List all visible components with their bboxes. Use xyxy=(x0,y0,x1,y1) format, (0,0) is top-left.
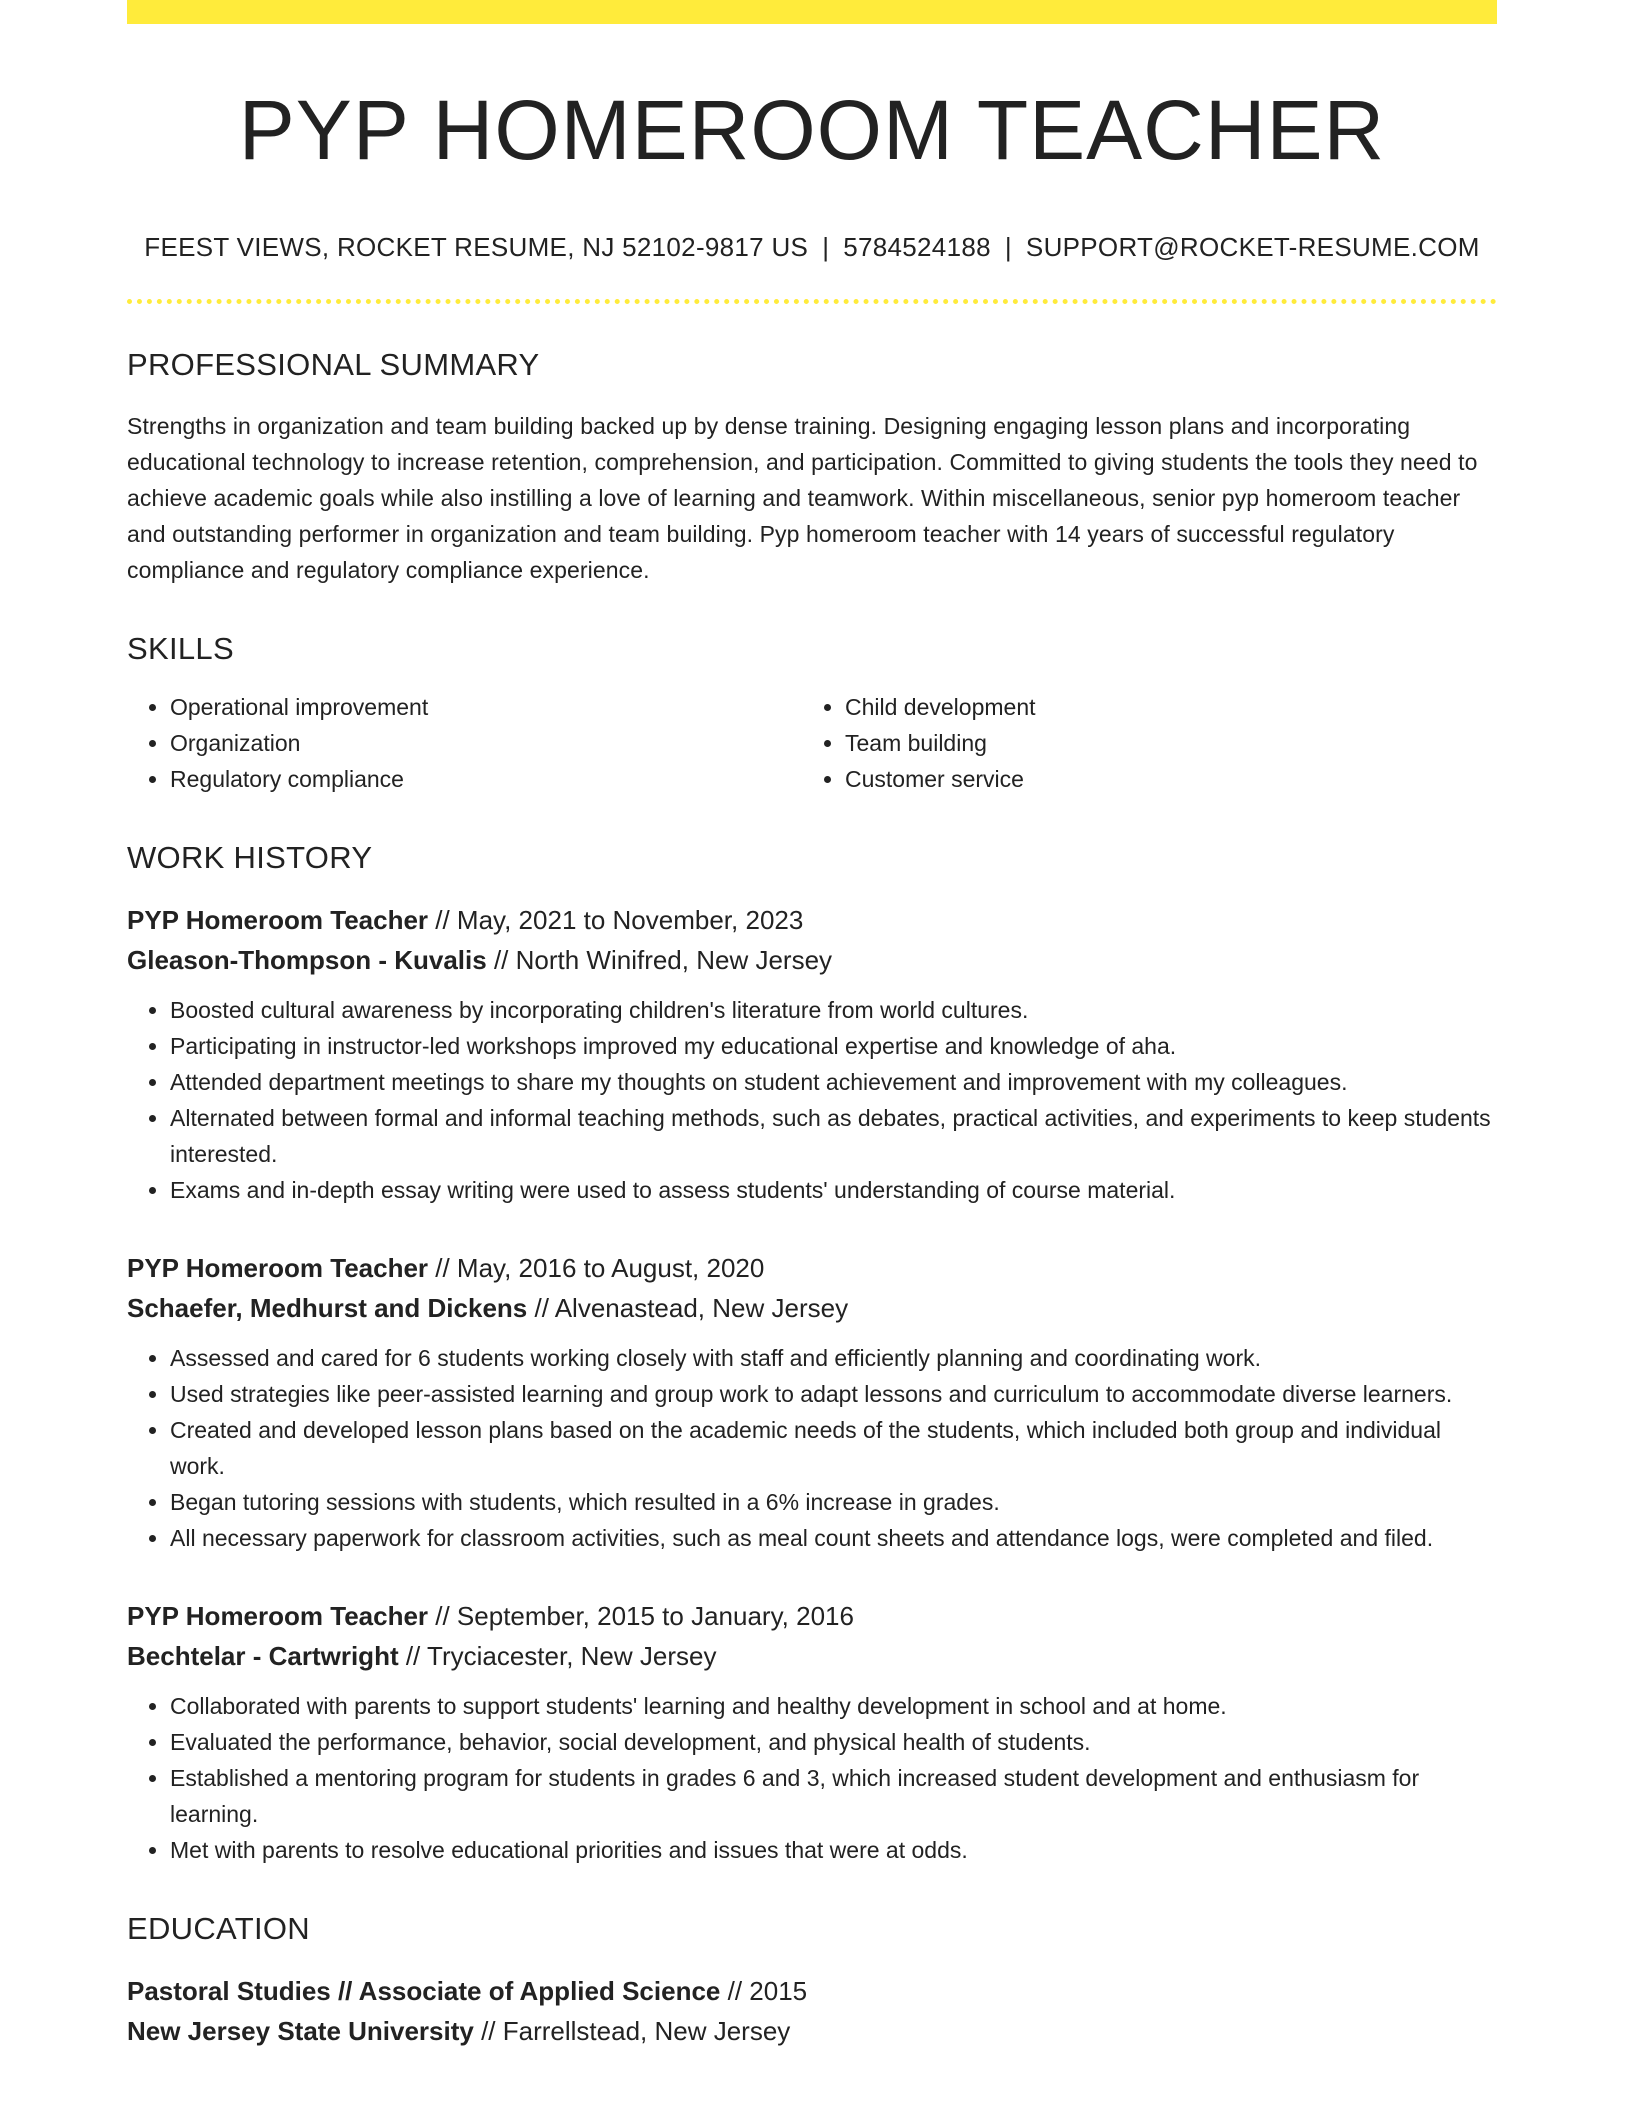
skills-column-left xyxy=(127,689,802,797)
job-entry xyxy=(127,900,1497,1208)
job-bullet: • Met with parents to resolve educational priorities and issues that were at odds. xyxy=(170,1832,1497,1868)
job-company-line xyxy=(127,1288,1497,1328)
job-title-line xyxy=(127,1248,1497,1288)
job-bullet: • Evaluated the performance, behavior, social development, and physical health of students. xyxy=(170,1724,1497,1760)
job-entry xyxy=(127,1248,1497,1556)
contact-separator: | xyxy=(822,232,830,263)
summary-text: Strengths in organization and team building backed up by dense training. Designing engaging lesson plans and incorporating educational technology to increase retention, comprehension, and participation. Committed to giving students the tools they need to achieve academic goals while also instilling a love of learning and teamwork. Within miscellaneous, senior pyp homeroom teacher and outstanding performer in organization and team building. Pyp homeroom teacher with 14 years of successful regulatory compliance and regulatory compliance experience. xyxy=(127,412,1478,583)
job-bullets xyxy=(127,1688,1497,1868)
skill-item: • Child development xyxy=(845,689,1477,725)
section-title-skills: SKILLS xyxy=(127,630,234,666)
education-entry xyxy=(127,1971,1497,2051)
education-location: // Farrellstead, New Jersey xyxy=(473,2016,791,2047)
resume-page xyxy=(127,0,1497,2051)
job-bullet: • All necessary paperwork for classroom activities, such as meal count sheets and attendance logs, were completed and filed. xyxy=(170,1520,1497,1556)
contact-email: SUPPORT@ROCKET-RESUME.COM xyxy=(1025,232,1480,263)
education-school-line xyxy=(127,2011,1497,2051)
job-company-line xyxy=(127,940,1497,980)
skills-list xyxy=(127,689,1497,797)
job-location: // Alvenastead, New Jersey xyxy=(527,1292,849,1323)
job-role: PYP Homeroom Teacher xyxy=(127,1252,429,1283)
job-bullet: • Collaborated with parents to support students' learning and healthy development in school and at home. xyxy=(170,1688,1497,1724)
section-title-work-history: WORK HISTORY xyxy=(127,839,373,875)
job-dates: // May, 2021 to November, 2023 xyxy=(428,904,804,935)
contact-separator: | xyxy=(1004,232,1012,263)
job-bullet: • Exams and in-depth essay writing were used to assess students' understanding of course material. xyxy=(170,1172,1497,1208)
section-title-summary: PROFESSIONAL SUMMARY xyxy=(127,347,540,383)
education-degree-line xyxy=(127,1971,1497,2011)
skill-item: • Customer service xyxy=(845,761,1477,797)
job-location: // North Winifred, New Jersey xyxy=(486,944,833,975)
job-company: Schaefer, Medhurst and Dickens xyxy=(127,1292,528,1323)
job-dates: // September, 2015 to January, 2016 xyxy=(428,1600,854,1631)
page-title: PYP HOMEROOM TEACHER xyxy=(238,83,1386,177)
skill-item: • Organization xyxy=(170,725,802,761)
job-role: PYP Homeroom Teacher xyxy=(127,904,429,935)
job-bullet: • Participating in instructor-led workshops improved my educational expertise and knowledge of aha. xyxy=(170,1028,1497,1064)
job-company: Bechtelar - Cartwright xyxy=(127,1640,399,1671)
job-role: PYP Homeroom Teacher xyxy=(127,1600,429,1631)
job-bullets xyxy=(127,992,1497,1208)
education-year: // 2015 xyxy=(720,1976,808,2007)
dotted-divider xyxy=(127,299,1497,304)
job-bullet: • Assessed and cared for 6 students working closely with staff and efficiently planning and coordinating work. xyxy=(170,1340,1497,1376)
job-location: // Tryciacester, New Jersey xyxy=(398,1640,717,1671)
skill-item: • Regulatory compliance xyxy=(170,761,802,797)
job-bullets xyxy=(127,1340,1497,1556)
skill-item: • Team building xyxy=(845,725,1477,761)
job-entry xyxy=(127,1596,1497,1868)
job-bullet: • Established a mentoring program for students in grades 6 and 3, which increased student development and enthusiasm for learning. xyxy=(170,1760,1497,1832)
job-title-line xyxy=(127,900,1497,940)
section-title-education: EDUCATION xyxy=(127,1910,310,1946)
job-bullet: • Began tutoring sessions with students, which resulted in a 6% increase in grades. xyxy=(170,1484,1497,1520)
job-bullet: • Boosted cultural awareness by incorporating children's literature from world cultures. xyxy=(170,992,1497,1028)
job-bullet: • Used strategies like peer-assisted learning and group work to adapt lessons and curriculum to accommodate diverse learners. xyxy=(170,1376,1497,1412)
education-school: New Jersey State University xyxy=(127,2016,474,2047)
job-bullet: • Created and developed lesson plans based on the academic needs of the students, which included both group and individual work. xyxy=(170,1412,1497,1484)
job-company: Gleason-Thompson - Kuvalis xyxy=(127,944,487,975)
skills-column-right xyxy=(802,689,1477,797)
contact-line xyxy=(127,232,1497,263)
contact-address: FEEST VIEWS, ROCKET RESUME, NJ 52102-9817 US xyxy=(144,232,809,263)
contact-phone: 5784524188 xyxy=(843,232,991,263)
accent-top-bar xyxy=(127,0,1497,24)
job-dates: // May, 2016 to August, 2020 xyxy=(428,1252,765,1283)
job-company-line xyxy=(127,1636,1497,1676)
job-bullet: • Alternated between formal and informal teaching methods, such as debates, practical activities, and experiments to keep students interested. xyxy=(170,1100,1497,1172)
education-degree: Pastoral Studies // Associate of Applied Science xyxy=(127,1976,721,2007)
job-bullet: • Attended department meetings to share my thoughts on student achievement and improvement with my colleagues. xyxy=(170,1064,1497,1100)
skill-item: • Operational improvement xyxy=(170,689,802,725)
job-title-line xyxy=(127,1596,1497,1636)
